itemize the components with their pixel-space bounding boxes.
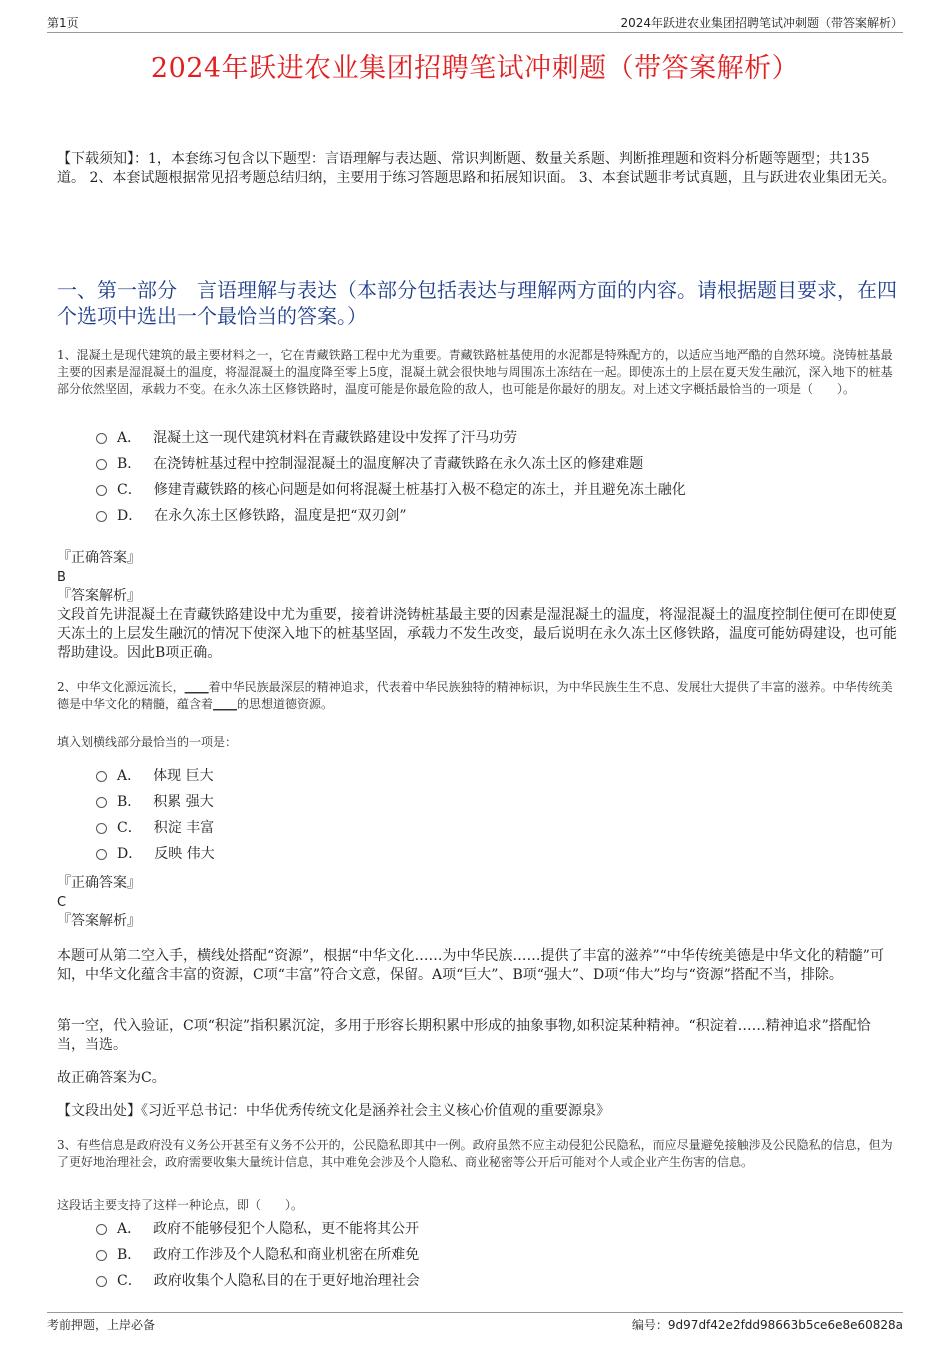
option-text: 在永久冻土区修铁路，温度是把“双刃剑” — [154, 508, 407, 524]
option-letter: B． — [117, 794, 142, 810]
code-value: 9d97df42e2fdd98663b5ce6e8e60828a — [667, 1318, 903, 1332]
question-1-stem: 1、混凝土是现代建筑的最主要材料之一，它在青藏铁路工程中尤为重要。青藏铁路桩基使用的水泥都是特殊配方的，以适应当地严酷的自然环境。浇铸桩基最主要的因素是湿混凝土的温度，将湿混凝土的温度降至零上5度，混凝土就会很快地与周围冻土冻结在一起。即使冻土的上层在夏天发生融沉，深入地下的桩基部分依然坚固，承载力不变。在永久冻土区修铁路时，温度可能是你最危险的敌人，也可能是你最好的朋友。对上述文字概括最恰当的一项是（ ）。 — [57, 348, 893, 396]
analysis-label: 『答案解析』 — [57, 588, 141, 604]
option-letter: A． — [117, 768, 142, 784]
stem-part: 的思想道德资源。 — [237, 697, 334, 711]
option-letter: D． — [117, 508, 143, 524]
question-2-source: 【文段出处】《习近平总书记：中华优秀传统文化是涵养社会主义核心价值观的重要源泉》 — [57, 1103, 610, 1119]
option-text: 反映 伟大 — [154, 846, 215, 862]
option-text: 政府工作涉及个人隐私和商业机密在所难免 — [153, 1247, 420, 1263]
download-notice: 【下载须知】：1，本套练习包含以下题型：言语理解与表达题、常识判断题、数量关系题、判断推理题和资料分析题等题型；共135道。 2、本套试题根据常见招考题总结归纳，主要用于练习答题思路和拓展知识面。 3、本套试题非考试真题，且与跃进农业集团无关。 — [57, 151, 896, 186]
option-letter: A． — [117, 430, 142, 446]
stem-part: 着中华民族最深层的精神追求，代表着中华民族独特的精神标识，为中华民族生生不息、发展壮大提供了丰富的滋养。中华传统美德是中华文化的精髓，蕴含着 — [57, 680, 893, 711]
option-text: 在浇铸桩基过程中控制湿混凝土的温度解决了青藏铁路在永久冻土区的修建难题 — [153, 456, 644, 472]
option-d[interactable] — [96, 841, 876, 867]
option-a[interactable] — [96, 763, 876, 789]
option-letter: C． — [117, 482, 142, 498]
question-2-answer — [57, 874, 897, 931]
question-2-analysis-1: 本题可从第二空入手，横线处搭配“资源”，根据“中华文化……为中华民族……提供了丰富的滋养”“中华传统美德是中华文化的精髓”可知，中华文化蕴含丰富的资源，C项“丰富”符合文意，保留。A项“巨大”、B项“强大”、D项“伟大”均与“资源”搭配不当，排除。 — [57, 948, 884, 983]
radio-icon[interactable] — [96, 485, 107, 496]
code-label: 编号： — [631, 1318, 668, 1332]
option-letter: B． — [117, 456, 142, 472]
radio-icon[interactable] — [96, 823, 107, 834]
option-c[interactable] — [96, 815, 876, 841]
analysis-label: 『答案解析』 — [57, 913, 141, 929]
page-footer — [47, 1312, 903, 1333]
page-header — [47, 12, 903, 33]
option-letter: B． — [117, 1247, 142, 1263]
radio-icon[interactable] — [96, 511, 107, 522]
answer-value: B — [57, 570, 66, 585]
radio-icon[interactable] — [96, 797, 107, 808]
option-b[interactable] — [96, 451, 876, 477]
option-text: 修建青藏铁路的核心问题是如何将混凝土桩基打入极不稳定的冻土，并且避免冻土融化 — [153, 482, 686, 498]
option-b[interactable] — [96, 789, 876, 815]
answer-label: 『正确答案』 — [57, 550, 141, 566]
radio-icon[interactable] — [96, 771, 107, 782]
section-title: 一、第一部分 言语理解与表达（本部分包括表达与理解两方面的内容。请根据题目要求，在四个选项中选出一个最恰当的答案。） — [57, 278, 897, 328]
question-2-analysis-3: 故正确答案为C。 — [57, 1070, 166, 1086]
blank-1: ____ — [184, 680, 209, 694]
option-a[interactable] — [96, 425, 876, 451]
question-2-options — [96, 763, 876, 867]
answer-label: 『正确答案』 — [57, 875, 141, 891]
question-2-prompt: 填入划横线部分最恰当的一项是： — [57, 735, 238, 749]
option-letter: C． — [117, 820, 142, 836]
radio-icon[interactable] — [96, 1276, 107, 1287]
option-c[interactable] — [96, 477, 876, 503]
radio-icon[interactable] — [96, 433, 107, 444]
option-text: 积累 强大 — [153, 794, 214, 810]
option-text: 政府不能够侵犯个人隐私，更不能将其公开 — [153, 1221, 420, 1237]
option-letter: D． — [117, 846, 143, 862]
stem-part: 2、中华文化源远流长， — [57, 680, 185, 694]
footer-slogan: 考前押题，上岸必备 — [47, 1318, 156, 1332]
question-2-analysis-2: 第一空，代入验证，C项“积淀”指积累沉淀，多用于形容长期积累中形成的抽象事物,如积淀某种精神。“积淀着……精神追求”搭配恰当，当选。 — [57, 1018, 871, 1053]
option-a[interactable] — [96, 1216, 876, 1242]
page-number: 第1页 — [47, 16, 79, 30]
question-1-answer — [57, 549, 897, 663]
question-3-stem: 3、有些信息是政府没有义务公开甚至有义务不公开的，公民隐私即其中一例。政府虽然不应主动侵犯公民隐私，而应尽量避免接触涉及公民隐私的信息，但为了更好地治理社会，政府需要收集大量统计信息，其中难免会涉及个人隐私、商业秘密等公开后可能对个人或企业产生伤害的信息。 — [57, 1138, 893, 1169]
option-b[interactable] — [96, 1242, 876, 1268]
question-3-prompt: 这段话主要支持了这样一种论点，即（ ）。 — [57, 1198, 304, 1212]
option-d[interactable] — [96, 503, 876, 529]
analysis-text: 文段首先讲混凝土在青藏铁路建设中尤为重要，接着讲浇铸桩基最主要的因素是湿混凝土的温度，将湿混凝土的温度控制住便可在即使夏天冻土的上层发生融沉的情况下使深入地下的桩基坚固，承载力不发生改变，最后说明在永久冻土区修铁路，温度可能妨碍建设，也可能帮助建设。因此B项正确。 — [57, 607, 897, 661]
option-text: 体现 巨大 — [153, 768, 214, 784]
option-letter: A． — [117, 1221, 142, 1237]
option-letter: C． — [117, 1273, 142, 1289]
radio-icon[interactable] — [96, 849, 107, 860]
header-doc-title: 2024年跃进农业集团招聘笔试冲刺题（带答案解析） — [620, 16, 903, 30]
question-1-options — [96, 425, 876, 529]
blank-2: ____ — [213, 697, 238, 711]
question-3-options — [96, 1216, 876, 1294]
question-2-stem — [57, 679, 897, 713]
radio-icon[interactable] — [96, 1250, 107, 1261]
radio-icon[interactable] — [96, 1224, 107, 1235]
option-c[interactable] — [96, 1268, 876, 1294]
answer-value: C — [57, 895, 67, 910]
option-text: 混凝土这一现代建筑材料在青藏铁路建设中发挥了汗马功劳 — [153, 430, 518, 446]
footer-code — [632, 1316, 903, 1333]
radio-icon[interactable] — [96, 459, 107, 470]
document-title: 2024年跃进农业集团招聘笔试冲刺题（带答案解析） — [150, 53, 800, 84]
option-text: 政府收集个人隐私目的在于更好地治理社会 — [153, 1273, 420, 1289]
option-text: 积淀 丰富 — [153, 820, 215, 836]
